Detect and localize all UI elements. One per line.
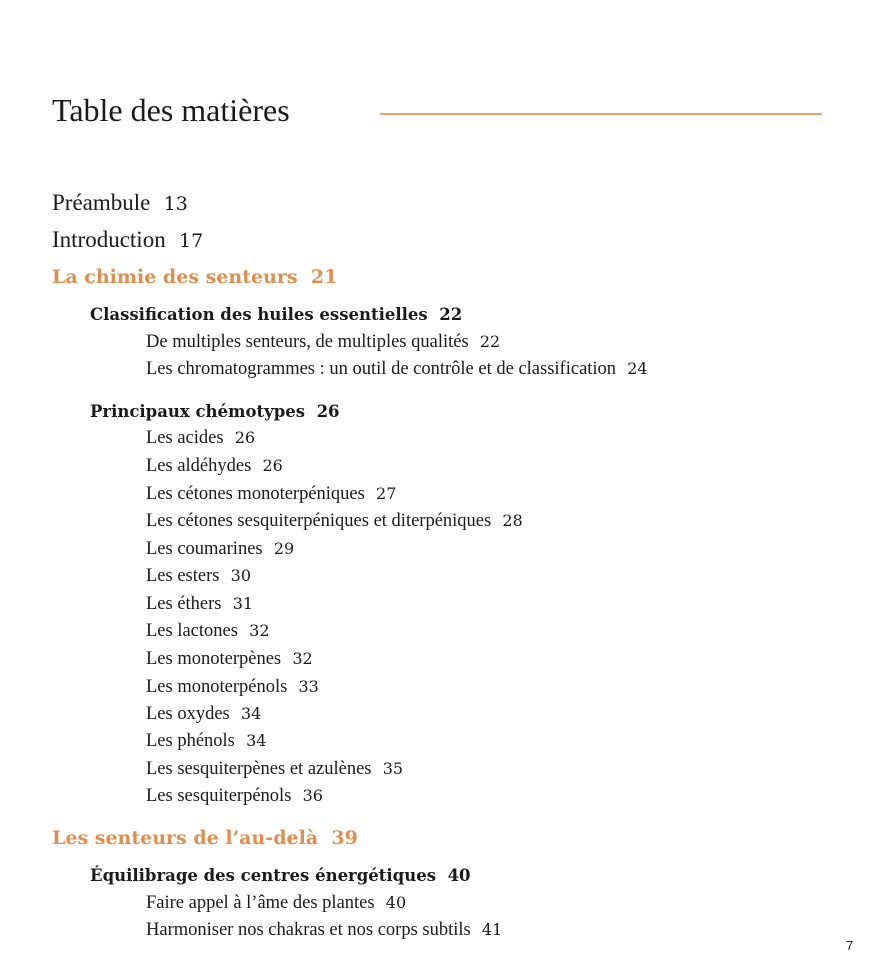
toc-section-label: Harmoniser nos chakras et nos corps subtils <box>146 920 471 940</box>
toc-section-label: Les lactones <box>146 621 238 641</box>
toc-section-label: Les phénols <box>146 731 235 751</box>
toc-page-number: 26 <box>234 428 256 447</box>
toc-section-label: Les cétones monoterpéniques <box>146 484 365 504</box>
toc-section-label: Les monoterpènes <box>146 649 282 669</box>
toc-section[interactable] <box>146 456 283 477</box>
toc-section[interactable] <box>146 428 255 449</box>
toc-section-label: Les monoterpénols <box>146 677 288 697</box>
toc-page-number: 41 <box>481 920 503 939</box>
toc-chapter-chemotypes[interactable] <box>90 402 340 421</box>
toc-page-number: 32 <box>292 649 313 668</box>
toc-chapter-label: Principaux chémotypes <box>90 402 306 421</box>
toc-section-label: Les esters <box>146 566 220 586</box>
toc-page-number: 40 <box>385 893 407 912</box>
toc-section[interactable] <box>146 332 500 353</box>
title-rule <box>380 113 822 115</box>
toc-page-number: 17 <box>179 230 204 252</box>
toc-section-label: Les aldéhydes <box>146 456 252 476</box>
toc-page-number: 39 <box>331 827 358 849</box>
toc-page-number: 21 <box>310 266 338 288</box>
toc-section-label: Les acides <box>146 428 224 448</box>
toc-section[interactable] <box>146 704 261 725</box>
toc-section[interactable] <box>146 566 251 587</box>
toc-chapter-equilibrage[interactable] <box>90 866 471 885</box>
toc-chapter-label: Classification des huiles essentielles <box>90 305 428 324</box>
toc-page-number: 27 <box>376 484 397 503</box>
toc-section[interactable] <box>146 539 294 560</box>
toc-section-label: Les chromatogrammes : un outil de contrôle et de classification <box>146 359 617 379</box>
toc-part-chimie-des-senteurs[interactable] <box>52 266 337 288</box>
toc-page-number: 32 <box>249 621 270 640</box>
toc-page-number: 33 <box>298 677 319 696</box>
toc-section-label: Les cétones sesquiterpéniques et diterpéniques <box>146 511 492 531</box>
toc-section[interactable] <box>146 511 523 532</box>
toc-section[interactable] <box>146 621 270 642</box>
toc-section-label: Les sesquiterpènes et azulènes <box>146 759 372 779</box>
toc-section-label: Les sesquiterpénols <box>146 786 292 806</box>
toc-page-number: 22 <box>439 305 463 324</box>
toc-page-number: 30 <box>230 566 252 585</box>
toc-page-number: 35 <box>382 759 404 778</box>
toc-page-number: 29 <box>273 539 295 558</box>
toc-page-number: 13 <box>163 193 188 215</box>
toc-page-number: 36 <box>302 786 323 805</box>
toc-page-number: 40 <box>447 866 471 885</box>
toc-entry-label: Introduction <box>52 227 166 252</box>
toc-section[interactable] <box>146 484 396 505</box>
toc-entry-preambule[interactable] <box>52 190 188 216</box>
toc-section[interactable] <box>146 786 323 807</box>
toc-entry-introduction[interactable] <box>52 227 203 253</box>
toc-part-label: Les senteurs de l’au-delà <box>52 827 319 849</box>
toc-page-number: 28 <box>502 511 523 530</box>
toc-section[interactable] <box>146 759 403 780</box>
toc-part-label: La chimie des senteurs <box>52 266 298 288</box>
toc-section[interactable] <box>146 359 648 380</box>
page-title: Table des matières <box>52 92 290 128</box>
toc-section[interactable] <box>146 893 406 914</box>
toc-section-label: Les coumarines <box>146 539 263 559</box>
toc-page-number: 24 <box>627 359 648 378</box>
toc-section[interactable] <box>146 594 253 615</box>
toc-page-number: 26 <box>262 456 283 475</box>
toc-chapter-classification[interactable] <box>90 305 462 324</box>
toc-section-label: Les oxydes <box>146 704 230 724</box>
toc-page-number: 31 <box>232 594 254 613</box>
toc-chapter-label: Équilibrage des centres énergétiques <box>90 866 437 885</box>
toc-section[interactable] <box>146 920 502 941</box>
toc-section[interactable] <box>146 677 319 698</box>
toc-section[interactable] <box>146 731 266 752</box>
toc-page-number: 34 <box>240 704 262 723</box>
toc-section-label: Faire appel à l’âme des plantes <box>146 893 375 913</box>
toc-entry-label: Préambule <box>52 190 151 215</box>
toc-page-number: 34 <box>246 731 267 750</box>
toc-section[interactable] <box>146 649 313 670</box>
toc-section-label: Les éthers <box>146 594 222 614</box>
toc-page-number: 26 <box>316 402 340 421</box>
toc-page-number: 22 <box>479 332 501 351</box>
toc-part-senteurs-au-dela[interactable] <box>52 827 358 849</box>
page-number: 7 <box>846 938 854 953</box>
toc-section-label: De multiples senteurs, de multiples qualités <box>146 332 469 352</box>
